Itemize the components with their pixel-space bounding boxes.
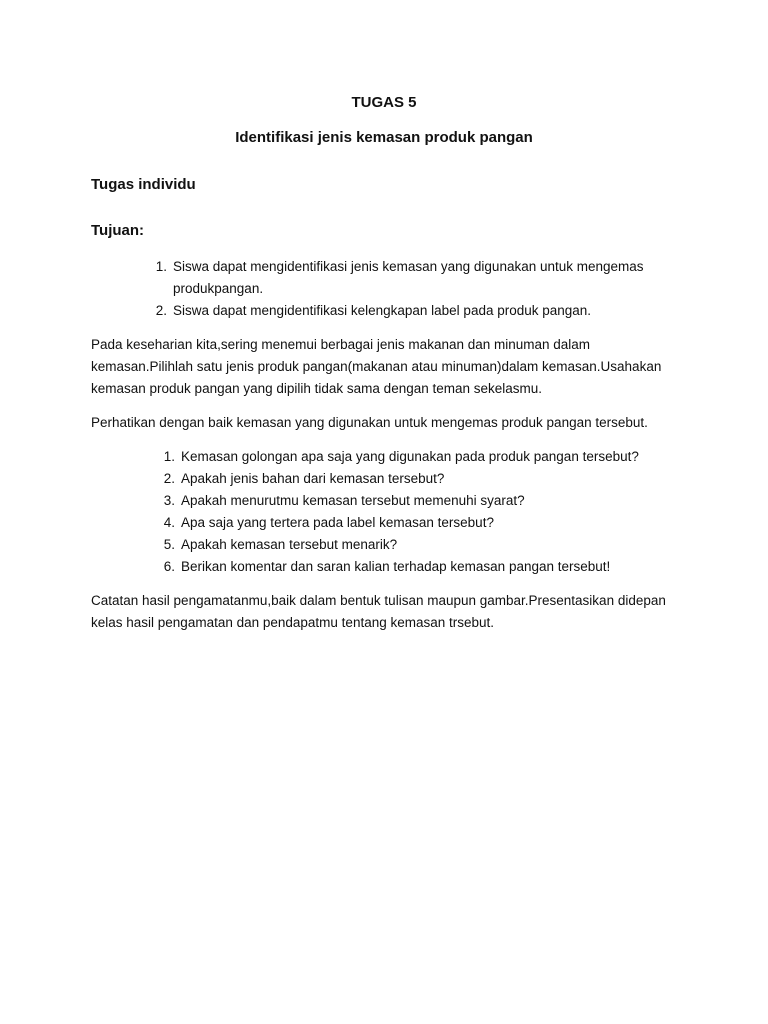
list-item [155, 300, 663, 322]
list-item-number: 1. [155, 259, 167, 274]
list-item [163, 490, 681, 512]
section-heading-goal: Tujuan: [91, 222, 145, 239]
list-item [163, 446, 681, 468]
list-item [163, 512, 681, 534]
document-subtitle: Identifikasi jenis kemasan produk pangan [235, 129, 533, 146]
list-item-number: 6. [163, 559, 175, 574]
list-item [155, 256, 663, 300]
list-item-text: Siswa dapat mengidentifikasi kelengkapan label pada produk pangan. [173, 303, 592, 318]
list-item [163, 534, 681, 556]
document-title: TUGAS 5 [351, 94, 417, 111]
questions-list [163, 446, 681, 578]
list-item [163, 468, 681, 490]
list-item-number: 5. [163, 537, 175, 552]
paragraph-observe: Perhatikan dengan baik kemasan yang digunakan untuk mengemas produk pangan tersebut. [91, 415, 648, 430]
list-item-number: 2. [163, 471, 175, 486]
list-item-text: Apakah menurutmu kemasan tersebut memenuhi syarat? [181, 493, 525, 508]
list-item-text: Apakah kemasan tersebut menarik? [181, 537, 398, 552]
list-item-text: Apa saja yang tertera pada label kemasan tersebut? [181, 515, 494, 530]
list-item-number: 1. [163, 449, 175, 464]
list-item [163, 556, 681, 578]
section-heading-individual: Tugas individu [91, 176, 196, 193]
list-item-number: 2. [155, 303, 167, 318]
paragraph-closing: Catatan hasil pengamatanmu,baik dalam bentuk tulisan maupun gambar.Presentasikan didepan kelas hasil pengamatan dan pendapatmu tentang kemasan trsebut. [91, 593, 666, 630]
list-item-text: Kemasan golongan apa saja yang digunakan pada produk pangan tersebut? [181, 449, 639, 464]
list-item-text: Berikan komentar dan saran kalian terhadap kemasan pangan tersebut! [181, 559, 611, 574]
paragraph-intro: Pada keseharian kita,sering menemui berbagai jenis makanan dan minuman dalam kemasan.Pilihlah satu jenis produk pangan(makanan atau minuman)dalam kemasan.Usahakan kemasan produk pangan yang dipilih tidak sama dengan teman sekelasmu. [91, 337, 662, 396]
list-item-text: Apakah jenis bahan dari kemasan tersebut? [181, 471, 445, 486]
list-item-text: Siswa dapat mengidentifikasi jenis kemasan yang digunakan untuk mengemas produkpangan. [173, 259, 644, 296]
list-item-number: 4. [163, 515, 175, 530]
list-item-number: 3. [163, 493, 175, 508]
goals-list [155, 256, 663, 322]
